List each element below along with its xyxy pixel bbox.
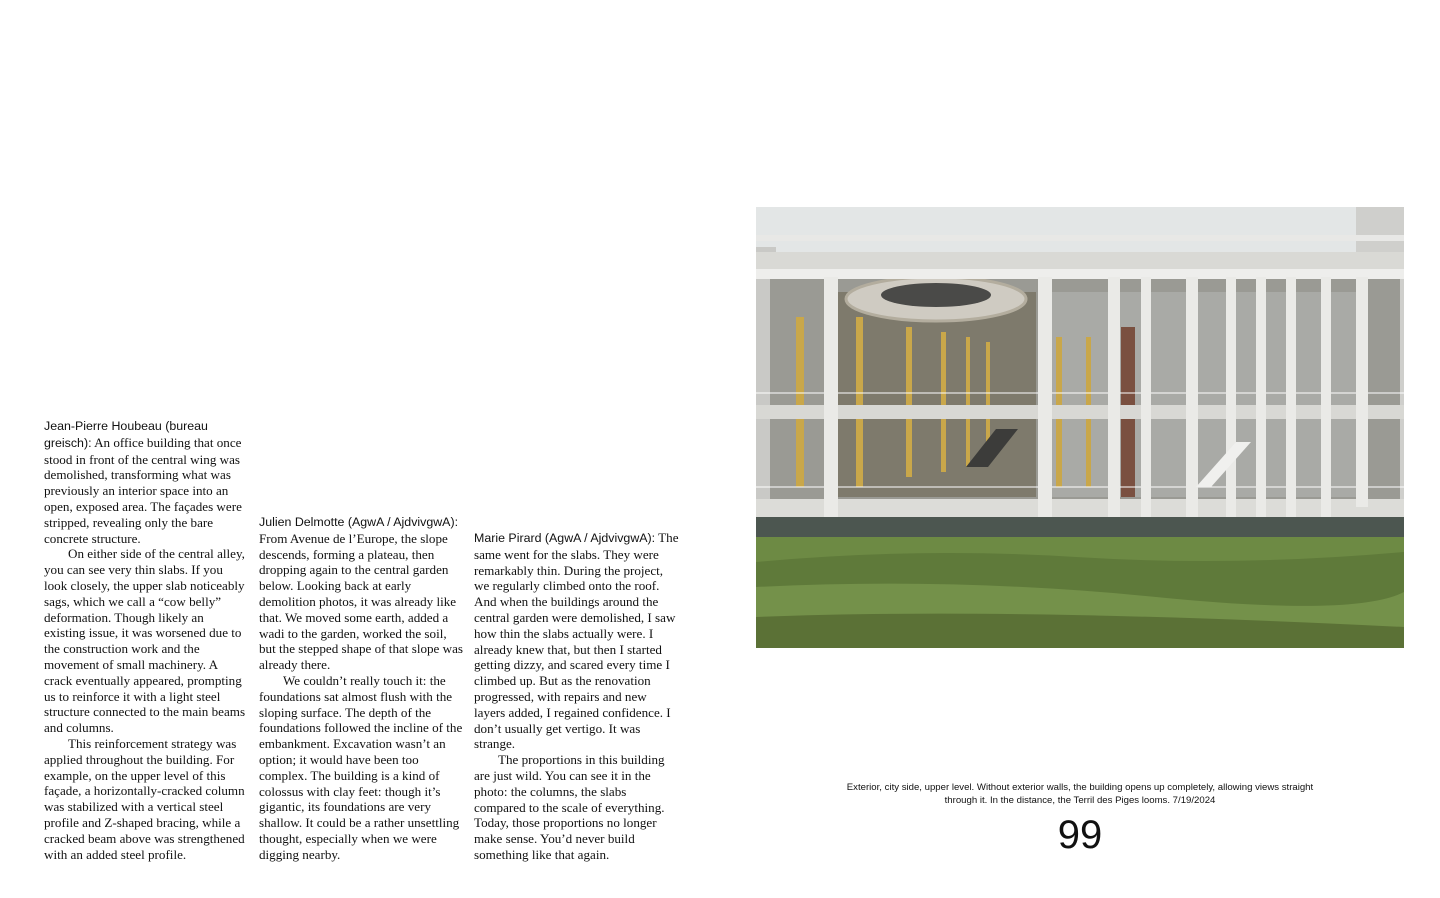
paragraph: The proportions in this building are just wild. You can see it in the photo: the columns, the slabs compared to the scale of everything. Today, those proportions no longer make sense. You’d never build something like that again. [474, 752, 665, 862]
page-number: 99 [1057, 813, 1103, 857]
paragraph-text: The same went for the slabs. They were remarkably thin. During the project, we regularly climbed onto the roof. And when the buildings around the central garden were demolished, I saw how thin the slabs actually were. I already knew that, but then I started getting dizzy, and scared every time I climbed up. But as the renovation progressed, with repairs and new layers added, I regained confidence. I don’t usually get vertigo. It was strange. [474, 530, 679, 752]
interview-column-3 [474, 530, 680, 863]
paragraph: We couldn’t really touch it: the foundations sat almost flush with the sloping surface. The depth of the foundations followed the incline of the embankment. Excavation wasn’t an option; it would have been too complex. The building is a kind of colossus with clay feet: though it’s gigantic, its foundations are very shallow. It could be a rather unsettling thought, especially when we were digging nearby. [259, 672, 463, 862]
building-photo [756, 207, 1404, 648]
interview-column-1 [44, 418, 248, 862]
interview-column-2 [259, 514, 463, 863]
paragraph [44, 418, 248, 546]
paragraph-text: From Avenue de l’Europe, the slope descends, forming a plateau, then dropping again to the central garden below. Looking back at early demolition photos, it was already like that. We moved some earth, added a wadi to the garden, worked the soil, but the stepped shape of that slope was already there. [259, 530, 463, 673]
speaker-name: Marie Pirard (AgwA / AjdvivgwA): [474, 531, 656, 545]
paragraph-text: An office building that once stood in front of the central wing was demolished, transforming what was previously an interior space into an open, exposed area. The façades were stripped, revealing only the bare concrete structure. [44, 434, 242, 546]
paragraph: On either side of the central alley, you can see very thin slabs. If you look closely, the upper slab noticeably sags, which we call a “cow belly” deformation. Though likely an existing issue, it was worsened due to the construction work and the movement of small machinery. A crack eventually appeared, prompting us to reinforce it with a light steel structure connected to the main beams and columns. [44, 546, 246, 736]
paragraph [259, 514, 463, 673]
speaker-name: Jean-Pierre Houbeau (bureau greisch): [44, 419, 208, 450]
paragraph [474, 530, 680, 752]
speaker-name: Julien Delmotte (AgwA / AjdvivgwA): [259, 515, 459, 529]
photo-caption: Exterior, city side, upper level. Without exterior walls, the building opens up completely, allowing views straight through it. In the distance, the Terril des Piges looms. 7/19/2024 [846, 782, 1314, 806]
paragraph: This reinforcement strategy was applied throughout the building. For example, on the upper level of this façade, a horizontally-cracked column was stabilized with a vertical steel profile and Z-shaped bracing, while a cracked beam above was strengthened with an added steel profile. [44, 735, 245, 862]
